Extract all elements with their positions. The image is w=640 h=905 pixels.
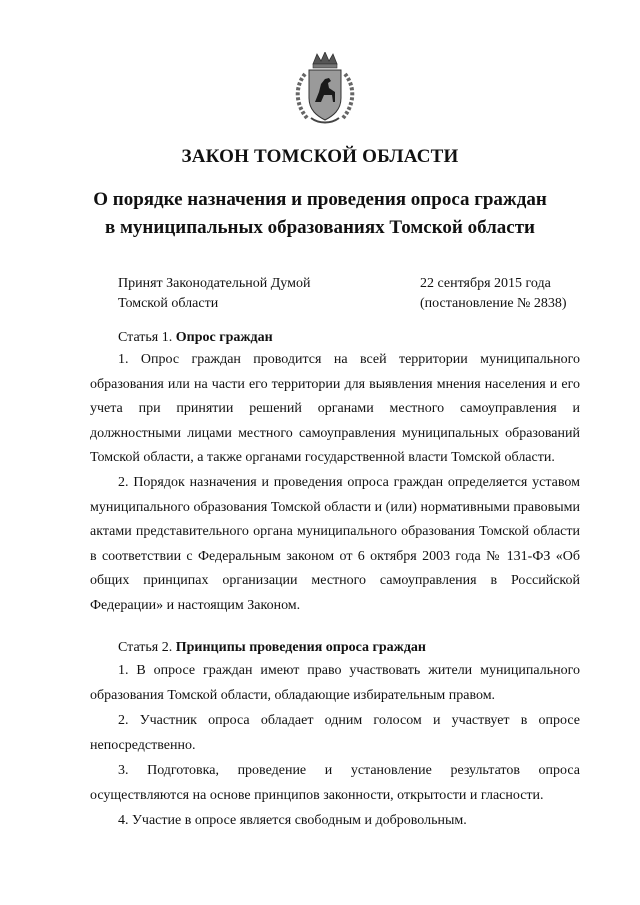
article-1-paragraph-1: 1. Опрос граждан проводится на всей территории муниципального образования или на части его территории для выявления мнения населения и его учета при принятии решений органами местного самоуправления и должностными лицами местного самоуправления муниципальных образований Томской области, а также органами государственной власти Томской области.: [90, 352, 580, 466]
article-1-prefix: Статья 1.: [118, 330, 176, 345]
subtitle-line-1: О порядке назначения и проведения опроса граждан: [93, 189, 547, 210]
article-1-title: Опрос граждан: [175, 330, 273, 345]
adoption-date-block: [420, 274, 567, 314]
article-2-paragraph-3: 3. Подготовка, проведение и установление результатов опроса осуществляются на основе принципов законности, открытости и гласности.: [90, 763, 580, 803]
article-2-paragraph-2: 2. Участник опроса обладает одним голосом и участвует в опросе непосредственно.: [90, 713, 580, 753]
article-1-heading: [118, 330, 273, 346]
adopted-by-line-2: Томской области: [118, 296, 219, 311]
article-2-title: Принципы проведения опроса граждан: [175, 640, 426, 655]
article-2-paragraph-4: 4. Участие в опросе является свободным и добровольным.: [118, 813, 467, 828]
subtitle-line-2: в муниципальных образованиях Томской области: [104, 217, 536, 238]
article-2-paragraph-1: 1. В опросе граждан имеют право участвовать жители муниципального образования Томской области, обладающие избирательным правом.: [90, 663, 580, 703]
law-title: ЗАКОН ТОМСКОЙ ОБЛАСТИ: [181, 146, 459, 167]
article-2-heading: [118, 640, 426, 656]
law-subtitle: [60, 186, 580, 242]
article-1-paragraph-2: 2. Порядок назначения и проведения опроса граждан определяется уставом муниципального образования Томской области и (или) нормативными правовыми актами представительного органа муниципального образования Томской области в соответствии с Федеральным законом от 6 октября 2003 года № 131-ФЗ «Об общих принципах организации местного самоуправления в Российской Федерации» и настоящим Законом.: [90, 475, 580, 613]
adopted-by-line-1: Принят Законодательной Думой: [118, 276, 311, 291]
resolution-number: (постановление № 2838): [420, 296, 567, 311]
adoption-date: 22 сентября 2015 года: [420, 276, 551, 291]
adopted-by: [118, 274, 310, 314]
tomsk-coat-of-arms-icon: [291, 52, 359, 126]
article-2-prefix: Статья 2.: [118, 640, 176, 655]
